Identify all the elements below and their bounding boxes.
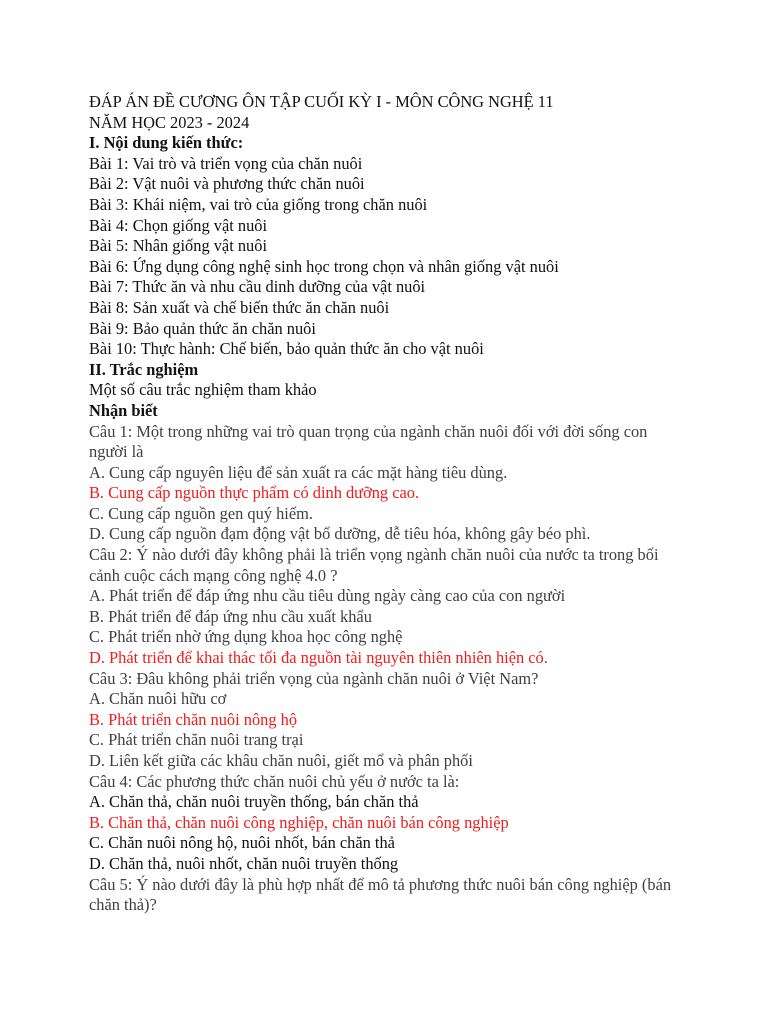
question-1-option-a: A. Cung cấp nguyên liệu để sản xuất ra các mặt hàng tiêu dùng. — [89, 462, 508, 482]
question-3-option-c: C. Phát triển chăn nuôi trang trại — [89, 730, 304, 750]
question-5: Câu 5: Ý nào dưới đây là phù hợp nhất để mô tả phương thức nuôi bán công nghiệp (bán chăn thả)? — [89, 874, 672, 915]
lesson-item: Bài 1: Vai trò và triển vọng của chăn nuôi — [89, 153, 363, 173]
question-4: Câu 4: Các phương thức chăn nuôi chủ yếu ở nước ta là: — [89, 771, 460, 791]
school-year: NĂM HỌC 2023 - 2024 — [89, 112, 250, 132]
lesson-item: Bài 6: Ứng dụng công nghệ sinh học trong chọn và nhân giống vật nuôi — [89, 256, 559, 276]
lesson-item: Bài 5: Nhân giống vật nuôi — [89, 236, 268, 256]
question-2-option-a: A. Phát triển để đáp ứng nhu cầu tiêu dùng ngày càng cao của con người — [89, 586, 566, 606]
section-2-intro: Một số câu trắc nghiệm tham khảo — [89, 380, 317, 400]
document-title: ĐÁP ÁN ĐỀ CƯƠNG ÔN TẬP CUỐI KỲ I - MÔN CÔNG NGHỆ 11 — [89, 92, 554, 111]
lesson-item: Bài 3: Khái niệm, vai trò của giống trong chăn nuôi — [89, 194, 428, 214]
question-2-option-b: B. Phát triển để đáp ứng nhu cầu xuất khẩu — [89, 606, 372, 626]
lesson-item: Bài 2: Vật nuôi và phương thức chăn nuôi — [89, 174, 365, 194]
lesson-item: Bài 10: Thực hành: Chế biến, bảo quản thức ăn cho vật nuôi — [89, 339, 484, 359]
question-2-option-c: C. Phát triển nhờ ứng dụng khoa học công nghệ — [89, 627, 403, 647]
lesson-item: Bài 4: Chọn giống vật nuôi — [89, 215, 268, 235]
question-4-option-a: A. Chăn thả, chăn nuôi truyền thống, bán chăn thả — [89, 792, 419, 812]
question-1-option-d: D. Cung cấp nguồn đạm động vật bổ dưỡng, dễ tiêu hóa, không gây béo phì. — [89, 524, 591, 544]
difficulty-level: Nhận biết — [89, 400, 158, 420]
question-2-option-d-correct: D. Phát triển để khai thác tối đa nguồn tài nguyên thiên nhiên hiện có. — [89, 648, 548, 668]
document-page — [89, 92, 689, 916]
question-4-option-b-correct: B. Chăn thả, chăn nuôi công nghiệp, chăn nuôi bán công nghiệp — [89, 812, 509, 832]
section-2-heading: II. Trắc nghiệm — [89, 359, 199, 379]
section-1-heading: I. Nội dung kiến thức: — [89, 133, 244, 153]
lesson-item: Bài 9: Bảo quản thức ăn chăn nuôi — [89, 318, 316, 338]
question-1-option-b-correct: B. Cung cấp nguồn thực phẩm có dinh dưỡng cao. — [89, 483, 420, 503]
question-3-option-a: A. Chăn nuôi hữu cơ — [89, 689, 227, 709]
question-2: Câu 2: Ý nào dưới đây không phải là triển vọng ngành chăn nuôi của nước ta trong bối cảnh cuộc cách mạng công nghệ 4.0 ? — [89, 545, 659, 585]
question-3-option-d: D. Liên kết giữa các khâu chăn nuôi, giết mổ và phân phối — [89, 751, 473, 770]
lesson-item: Bài 8: Sản xuất và chế biến thức ăn chăn nuôi — [89, 297, 390, 317]
question-1: Câu 1: Một trong những vai trò quan trọng của ngành chăn nuôi đối với đời sống con người là — [89, 421, 648, 462]
question-1-option-c: C. Cung cấp nguồn gen quý hiếm. — [89, 503, 313, 523]
lesson-item: Bài 7: Thức ăn và nhu cầu dinh dưỡng của vật nuôi — [89, 277, 426, 297]
question-3-option-b-correct: B. Phát triển chăn nuôi nông hộ — [89, 709, 298, 729]
question-4-option-d: D. Chăn thả, nuôi nhốt, chăn nuôi truyền thống — [89, 853, 399, 873]
question-4-option-c: C. Chăn nuôi nông hộ, nuôi nhốt, bán chăn thả — [89, 833, 395, 853]
question-3: Câu 3: Đâu không phải triển vọng của ngành chăn nuôi ở Việt Nam? — [89, 668, 539, 688]
